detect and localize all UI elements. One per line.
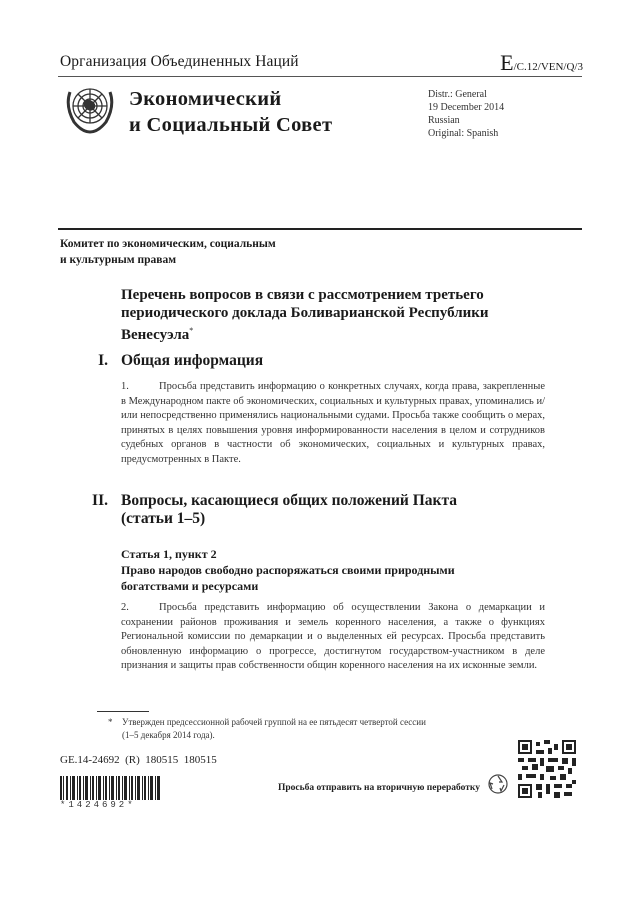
section-2-title-line1: Вопросы, касающиеся общих положений Пакта	[121, 492, 458, 509]
paragraph-1-number: 1.	[121, 381, 129, 392]
title-line3	[121, 322, 541, 344]
job-number: GE.14-24692 (R) 180515 180515	[60, 754, 217, 766]
section-1-title: Общая информация	[121, 352, 264, 369]
distribution: Distr.: General	[428, 89, 487, 100]
footnote-line2: (1–5 декабря 2014 года).	[122, 730, 215, 740]
recycle-text: Просьба отправить на вторичную переработку	[278, 783, 480, 793]
distribution-block	[428, 88, 504, 140]
footnote	[108, 716, 508, 742]
article-subheading	[121, 546, 541, 594]
footnote-marker: *	[108, 717, 113, 727]
footnote-rule	[97, 711, 149, 712]
date: 19 December 2014	[428, 102, 505, 113]
organization-name: Организация Объединенных Наций	[60, 53, 299, 70]
committee-line1: Комитет по экономическим, социальным	[60, 238, 276, 250]
qr-code-icon	[518, 740, 576, 798]
section-2-number: II.	[92, 492, 108, 509]
barcode-icon	[60, 776, 160, 800]
title-line3-text: Венесуэла	[121, 327, 190, 343]
language: Russian	[428, 115, 460, 126]
section-2-title	[121, 492, 457, 528]
paragraph-2	[121, 601, 545, 674]
title-line2: периодического доклада Боливарианской Республики	[121, 305, 489, 321]
council-name	[129, 86, 332, 138]
header-thick-rule	[58, 228, 582, 230]
subheading-line1: Статья 1, пункт 2	[121, 547, 217, 561]
subheading-line3: богатствами и ресурсами	[121, 579, 259, 593]
header-rule	[58, 76, 582, 77]
council-name-line2: и Социальный Совет	[129, 114, 333, 136]
document-title	[121, 286, 541, 344]
footnote-line1: Утвержден предсессионной рабочей группой на ее пятьдесят четвертой сессии	[122, 717, 426, 727]
title-line1: Перечень вопросов в связи с рассмотрением третьего	[121, 287, 484, 303]
paragraph-1	[121, 380, 545, 468]
original-language: Original: Spanish	[428, 128, 499, 139]
barcode-text: *1424692*	[60, 800, 136, 810]
footnote-marker-link[interactable]: *	[189, 326, 194, 335]
symbol-prefix: E	[500, 50, 514, 75]
section-1-number: I.	[98, 352, 108, 369]
paragraph-2-number: 2.	[121, 602, 129, 613]
symbol-rest: /C.12/VEN/Q/3	[513, 61, 583, 73]
committee-line2: и культурным правам	[60, 254, 177, 266]
document-symbol	[500, 50, 583, 76]
recycle-icon	[487, 773, 509, 795]
council-name-line1: Экономический	[129, 88, 282, 110]
paragraph-2-text: Просьба представить информацию об осуществлении Закона о демаркации и сохранении районов проживания и земель коренного населения, а также о функциях Региональной комиссии по демаркации и о выделенных ей ресурсах. Просьба представить обновленную информацию о прогрессе, достигнутом государством-участником в деле признания и защиты прав собственности общин коренного населения на их исконные земли.	[121, 602, 545, 672]
subheading-line2: Право народов свободно распоряжаться своими природными	[121, 563, 455, 577]
section-2-title-line2: (статьи 1–5)	[121, 510, 206, 527]
committee-name	[60, 236, 276, 268]
paragraph-1-text: Просьба представить информацию о конкретных случаях, когда права, закрепленные в Международном пакте об экономических, социальных и культурных правах, упоминались и/или непосредственно применялись национальными судами. Просьба также сообщить о мерах, принятых в целях повышения уровня информированности населения в целом и сотрудников судебных органов в частности об экономических, социальных и культурных правах, предусмотренных в Пакте.	[121, 381, 545, 465]
un-emblem-icon	[62, 80, 118, 136]
